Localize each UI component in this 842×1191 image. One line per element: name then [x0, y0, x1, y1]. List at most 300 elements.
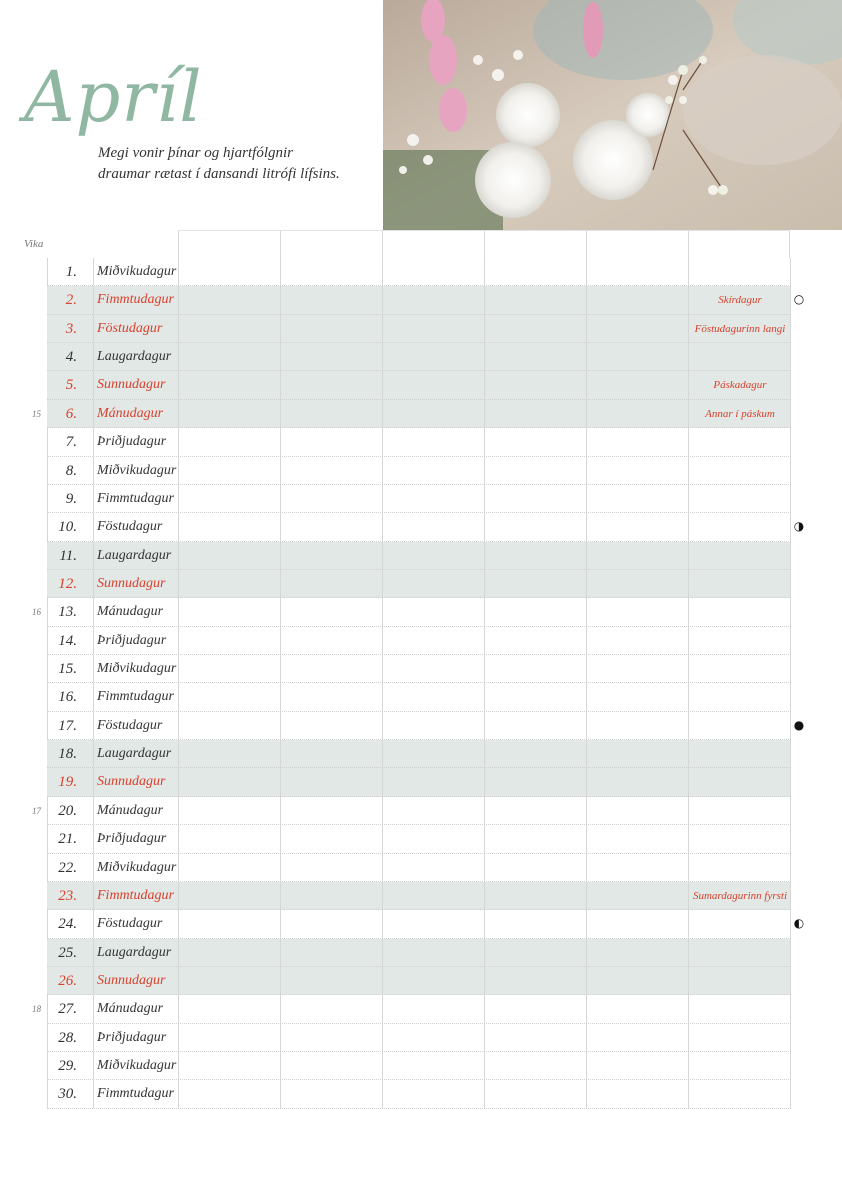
column-divider [178, 542, 179, 569]
column-divider [688, 910, 689, 937]
header-column [688, 230, 790, 258]
column-divider [382, 428, 383, 455]
column-divider [688, 1052, 689, 1079]
column-divider [790, 627, 791, 654]
day-number: 23. [58, 887, 77, 904]
subtitle [98, 143, 378, 185]
column-divider [586, 627, 587, 654]
column-divider [484, 910, 485, 937]
column-divider [484, 400, 485, 427]
column-divider [280, 655, 281, 682]
column-divider [586, 825, 587, 852]
column-divider [790, 258, 791, 285]
day-row [47, 598, 791, 626]
day-number: 24. [58, 916, 77, 933]
column-divider [586, 542, 587, 569]
day-row [47, 513, 791, 541]
column-divider [280, 513, 281, 540]
column-divider [484, 457, 485, 484]
day-number: 12. [58, 575, 77, 592]
day-number: 29. [58, 1058, 77, 1075]
week-number: 16 [32, 607, 41, 618]
day-name: Föstudagur [97, 916, 163, 932]
column-divider [280, 627, 281, 654]
column-divider [93, 457, 94, 484]
day-row [47, 286, 791, 314]
column-divider [93, 400, 94, 427]
column-divider [280, 1080, 281, 1107]
column-divider [586, 570, 587, 597]
column-divider [790, 570, 791, 597]
column-divider [586, 428, 587, 455]
column-divider [93, 315, 94, 342]
column-divider [178, 854, 179, 881]
column-divider [178, 258, 179, 285]
day-row [47, 315, 791, 343]
column-divider [93, 542, 94, 569]
column-divider [484, 513, 485, 540]
column-divider [93, 768, 94, 795]
day-name: Miðvikudagur [97, 859, 177, 875]
column-divider [484, 995, 485, 1022]
column-divider [382, 457, 383, 484]
day-name: Laugardagur [97, 547, 172, 563]
column-divider [178, 967, 179, 994]
day-number: 4. [65, 349, 77, 366]
column-divider [790, 598, 791, 625]
column-divider [382, 315, 383, 342]
column-divider [93, 343, 94, 370]
day-row [47, 768, 791, 796]
column-divider [93, 627, 94, 654]
column-divider [484, 371, 485, 398]
holiday-label: Föstudagurinn langi [694, 322, 786, 335]
column-divider [178, 371, 179, 398]
day-name: Miðvikudagur [97, 462, 177, 478]
column-divider [280, 825, 281, 852]
column-divider [586, 655, 587, 682]
column-divider [382, 910, 383, 937]
column-divider [688, 513, 689, 540]
column-divider [280, 286, 281, 313]
column-divider [790, 457, 791, 484]
column-divider [484, 712, 485, 739]
column-divider [280, 315, 281, 342]
day-row [47, 1052, 791, 1080]
day-number: 16. [58, 689, 77, 706]
column-divider [178, 627, 179, 654]
column-divider [586, 1052, 587, 1079]
column-divider [382, 797, 383, 824]
column-divider [484, 485, 485, 512]
column-divider [586, 371, 587, 398]
column-divider [586, 457, 587, 484]
day-number: 20. [58, 802, 77, 819]
week-number: 17 [32, 805, 41, 816]
column-divider [178, 400, 179, 427]
column-divider [790, 740, 791, 767]
day-number: 25. [58, 944, 77, 961]
column-divider [688, 995, 689, 1022]
day-name: Sunnudagur [97, 377, 166, 393]
column-divider [790, 513, 791, 540]
column-divider [280, 854, 281, 881]
day-row [47, 967, 791, 995]
column-divider [586, 797, 587, 824]
column-divider [688, 768, 689, 795]
column-divider [790, 910, 791, 937]
day-row [47, 854, 791, 882]
day-number: 18. [58, 746, 77, 763]
column-divider [484, 683, 485, 710]
column-divider [280, 428, 281, 455]
column-divider [280, 485, 281, 512]
column-divider [382, 683, 383, 710]
column-divider [484, 598, 485, 625]
column-divider [484, 1052, 485, 1079]
day-number: 2. [65, 292, 77, 309]
column-divider [688, 428, 689, 455]
day-name: Föstudagur [97, 320, 163, 336]
column-divider [93, 882, 94, 909]
column-divider [382, 598, 383, 625]
subtitle-line-1: Megi vonir þínar og hjartfólgnir [98, 145, 293, 161]
column-divider [484, 768, 485, 795]
column-divider [178, 910, 179, 937]
column-divider [178, 882, 179, 909]
column-divider [382, 854, 383, 881]
subtitle-line-2: draumar rætast í dansandi litrófi lífsins. [98, 166, 340, 182]
column-divider [688, 1080, 689, 1107]
column-divider [93, 570, 94, 597]
day-name: Fimmtudagur [97, 1086, 174, 1102]
column-divider [178, 712, 179, 739]
day-number: 1. [65, 264, 77, 280]
day-name: Þriðjudagur [97, 1029, 167, 1045]
column-divider [93, 712, 94, 739]
column-divider [688, 825, 689, 852]
day-number: 26. [58, 972, 77, 989]
column-divider [790, 854, 791, 881]
column-divider [93, 286, 94, 313]
column-divider [382, 939, 383, 966]
day-name: Mánudagur [97, 802, 164, 818]
column-divider [688, 683, 689, 710]
column-divider [586, 967, 587, 994]
day-row [47, 995, 791, 1023]
column-divider [484, 655, 485, 682]
column-divider [280, 939, 281, 966]
column-divider [484, 1080, 485, 1107]
column-divider [280, 1024, 281, 1051]
column-divider [790, 1080, 791, 1107]
day-row [47, 457, 791, 485]
full-moon-icon: ● [793, 717, 805, 732]
column-divider [484, 258, 485, 285]
day-number: 27. [58, 1001, 77, 1018]
column-divider [586, 513, 587, 540]
column-divider [790, 768, 791, 795]
day-row [47, 882, 791, 910]
column-divider [280, 882, 281, 909]
column-divider [178, 797, 179, 824]
column-divider [93, 513, 94, 540]
column-divider [586, 598, 587, 625]
day-name: Mánudagur [97, 604, 164, 620]
column-divider [688, 712, 689, 739]
column-divider [382, 627, 383, 654]
column-divider [586, 343, 587, 370]
column-divider [484, 797, 485, 824]
day-row [47, 1024, 791, 1052]
column-divider [586, 882, 587, 909]
column-divider [382, 1080, 383, 1107]
column-divider [382, 485, 383, 512]
day-row [47, 258, 791, 286]
column-divider [586, 683, 587, 710]
column-divider [382, 570, 383, 597]
day-name: Laugardagur [97, 944, 172, 960]
column-divider [93, 683, 94, 710]
holiday-label: Sumardagurinn fyrsti [692, 889, 787, 902]
day-number: 11. [59, 547, 77, 564]
day-row [47, 683, 791, 711]
day-row [47, 627, 791, 655]
day-name: Þriðjudagur [97, 632, 167, 648]
day-number: 9. [65, 490, 77, 507]
column-divider [93, 797, 94, 824]
day-name: Fimmtudagur [97, 292, 174, 308]
column-divider [382, 343, 383, 370]
day-name: Þriðjudagur [97, 831, 167, 847]
day-number: 17. [58, 717, 77, 734]
column-divider [280, 967, 281, 994]
day-number: 30. [58, 1086, 77, 1103]
day-row [47, 939, 791, 967]
column-divider [178, 1052, 179, 1079]
day-number: 19. [58, 774, 77, 791]
column-divider [178, 995, 179, 1022]
column-divider [382, 400, 383, 427]
day-name: Mánudagur [97, 405, 164, 421]
column-divider [586, 315, 587, 342]
day-row [47, 655, 791, 683]
column-divider [280, 258, 281, 285]
column-divider [382, 882, 383, 909]
last-quarter-icon: ◐ [793, 916, 805, 931]
day-row [47, 371, 791, 399]
column-divider [790, 1052, 791, 1079]
column-divider [586, 740, 587, 767]
column-divider [484, 542, 485, 569]
day-row [47, 910, 791, 938]
column-divider [93, 854, 94, 881]
day-name: Sunnudagur [97, 774, 166, 790]
column-divider [382, 286, 383, 313]
column-divider [790, 967, 791, 994]
column-divider [280, 683, 281, 710]
column-divider [790, 939, 791, 966]
column-divider [484, 854, 485, 881]
column-divider [790, 655, 791, 682]
column-divider [688, 627, 689, 654]
column-divider [484, 627, 485, 654]
column-divider [178, 939, 179, 966]
column-divider [93, 967, 94, 994]
column-divider [382, 1052, 383, 1079]
column-divider [688, 655, 689, 682]
day-name: Sunnudagur [97, 575, 166, 591]
day-number: 28. [58, 1029, 77, 1046]
column-divider [382, 655, 383, 682]
column-divider [688, 740, 689, 767]
week-number: 18 [32, 1004, 41, 1015]
day-number: 14. [58, 632, 77, 649]
day-row [47, 1080, 791, 1108]
day-row [47, 825, 791, 853]
column-divider [484, 740, 485, 767]
column-divider [178, 768, 179, 795]
column-divider [790, 797, 791, 824]
column-divider [280, 910, 281, 937]
column-divider [280, 1052, 281, 1079]
column-divider [790, 995, 791, 1022]
day-row [47, 343, 791, 371]
day-name: Miðvikudagur [97, 264, 177, 279]
column-divider [790, 683, 791, 710]
column-divider [484, 315, 485, 342]
day-name: Föstudagur [97, 717, 163, 733]
month-title: Apríl [24, 56, 203, 138]
column-divider [790, 712, 791, 739]
column-divider [178, 1024, 179, 1051]
column-divider [382, 768, 383, 795]
column-divider [178, 598, 179, 625]
flower-photo [383, 0, 842, 230]
column-divider [178, 286, 179, 313]
holiday-label: Páskadagur [713, 379, 767, 392]
column-divider [280, 371, 281, 398]
column-divider [586, 286, 587, 313]
column-divider [93, 995, 94, 1022]
column-divider [178, 740, 179, 767]
column-divider [586, 1080, 587, 1107]
column-divider [688, 542, 689, 569]
column-divider [178, 343, 179, 370]
day-row [47, 797, 791, 825]
column-divider [178, 570, 179, 597]
column-divider [93, 1024, 94, 1051]
column-divider [382, 825, 383, 852]
column-divider [280, 457, 281, 484]
day-name: Fimmtudagur [97, 490, 174, 506]
day-name: Miðvikudagur [97, 661, 177, 677]
column-divider [382, 995, 383, 1022]
day-row [47, 570, 791, 598]
column-divider [688, 854, 689, 881]
column-divider [280, 343, 281, 370]
column-divider [790, 485, 791, 512]
day-row [47, 400, 791, 428]
day-number: 13. [58, 604, 77, 621]
column-divider [586, 768, 587, 795]
day-number: 15. [58, 661, 77, 678]
column-divider [93, 910, 94, 937]
day-name: Laugardagur [97, 746, 172, 762]
column-divider [586, 1024, 587, 1051]
column-divider [484, 1024, 485, 1051]
column-divider [93, 825, 94, 852]
column-divider [382, 371, 383, 398]
day-number: 21. [58, 831, 77, 848]
header-column [280, 230, 382, 258]
column-divider [484, 882, 485, 909]
column-divider [688, 967, 689, 994]
first-quarter-icon: ◑ [793, 519, 805, 534]
day-name: Föstudagur [97, 519, 163, 535]
column-divider [178, 428, 179, 455]
day-name: Sunnudagur [97, 972, 166, 988]
column-divider [688, 457, 689, 484]
column-divider [178, 315, 179, 342]
calendar-grid [47, 258, 791, 1109]
day-number: 22. [58, 859, 77, 876]
column-divider [484, 825, 485, 852]
column-divider [280, 712, 281, 739]
holiday-label: Skírdagur [718, 294, 762, 307]
header-column [586, 230, 688, 258]
column-divider [280, 768, 281, 795]
column-divider [93, 371, 94, 398]
column-divider [178, 825, 179, 852]
column-divider [790, 542, 791, 569]
column-divider [688, 343, 689, 370]
column-divider [382, 258, 383, 285]
column-divider [93, 740, 94, 767]
column-divider [93, 1052, 94, 1079]
column-divider [382, 542, 383, 569]
column-divider [586, 995, 587, 1022]
column-divider [93, 939, 94, 966]
column-divider [688, 258, 689, 285]
column-divider [178, 513, 179, 540]
column-divider [93, 1080, 94, 1107]
column-divider [93, 485, 94, 512]
column-divider [484, 286, 485, 313]
column-divider [382, 967, 383, 994]
column-divider [688, 570, 689, 597]
column-divider [586, 712, 587, 739]
column-divider [382, 513, 383, 540]
column-divider [586, 400, 587, 427]
column-divider [280, 598, 281, 625]
column-divider [280, 797, 281, 824]
column-divider [382, 1024, 383, 1051]
day-name: Þriðjudagur [97, 434, 167, 450]
day-name: Fimmtudagur [97, 689, 174, 705]
column-divider [688, 797, 689, 824]
column-divider [790, 1024, 791, 1051]
column-divider [93, 258, 94, 285]
column-divider [93, 655, 94, 682]
header-column [178, 230, 280, 258]
day-row [47, 712, 791, 740]
column-divider [688, 1024, 689, 1051]
column-divider [280, 995, 281, 1022]
day-name: Laugardagur [97, 349, 172, 365]
header-column [484, 230, 586, 258]
column-divider [790, 825, 791, 852]
